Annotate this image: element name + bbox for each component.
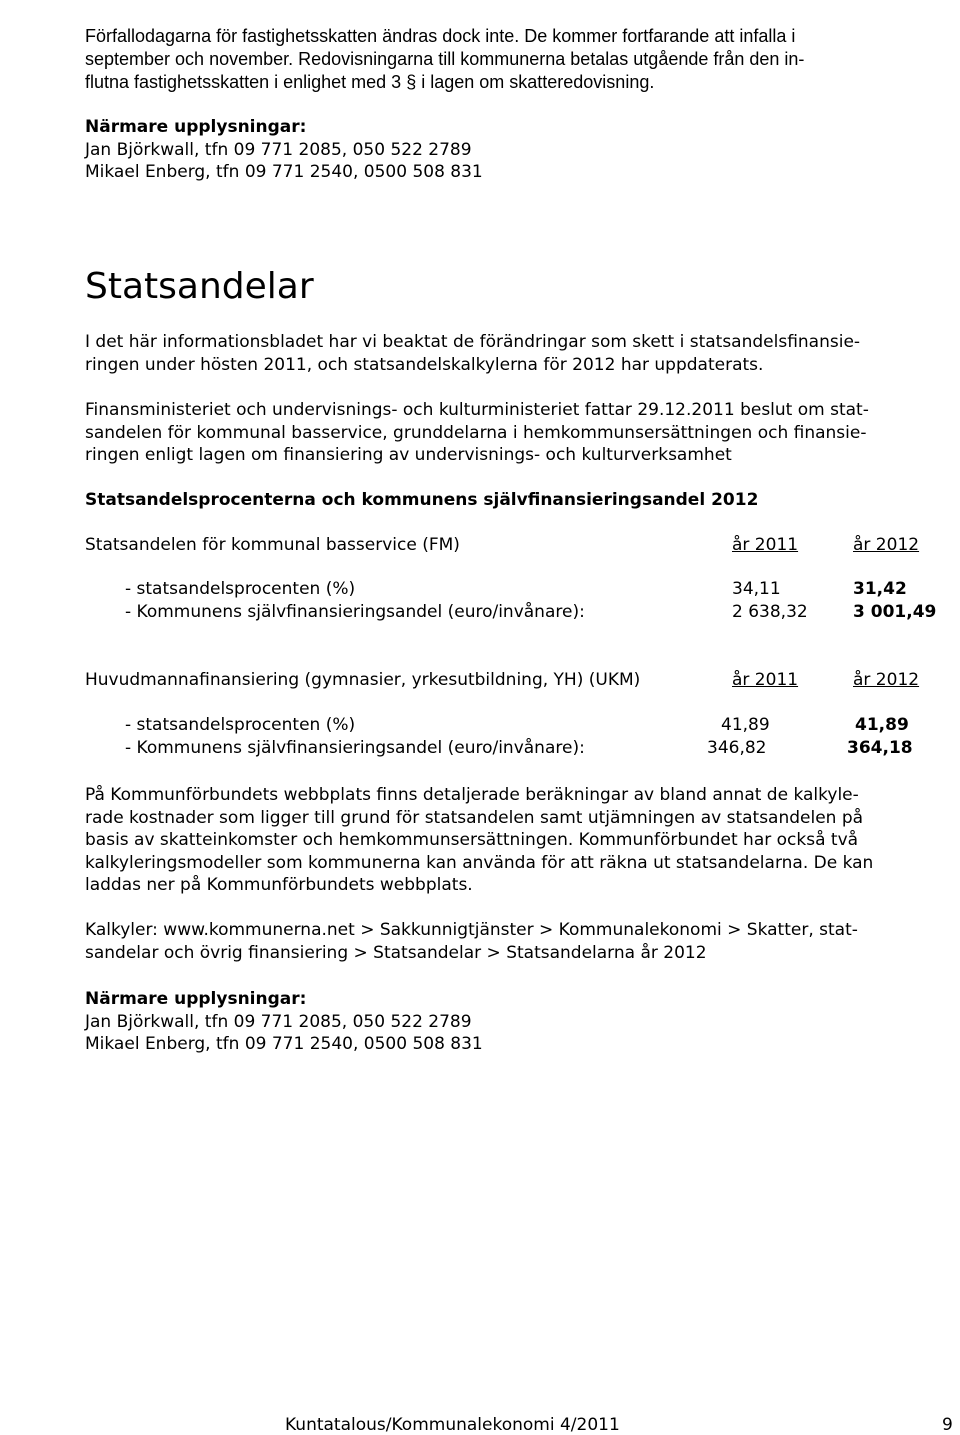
row-label: - statsandelsprocenten (%) xyxy=(125,715,356,735)
paragraph-line: Finansministeriet och undervisnings- och kulturministeriet fattar 29.12.2011 beslut om stat- xyxy=(85,400,869,420)
paragraph-line: ringen enligt lagen om finansiering av undervisnings- och kulturverksamhet xyxy=(85,445,732,465)
value-2011: 41,89 xyxy=(721,715,770,735)
row-label: - Kommunens självfinansieringsandel (euro/invånare): xyxy=(125,602,585,622)
footer-publication: Kuntatalous/Kommunalekonomi 4/2011 xyxy=(285,1415,620,1435)
paragraph-line: På Kommunförbundets webbplats finns detaljerade beräkningar av bland annat de kalkyle- xyxy=(85,785,859,805)
paragraph-line: ringen under hösten 2011, och statsandelskalkylerna för 2012 har uppdaterats. xyxy=(85,354,764,375)
paragraph-line: laddas ner på Kommunförbundets webbplats. xyxy=(85,875,473,895)
page-number: 9 xyxy=(942,1415,953,1435)
intro-line: Förfallodagarna för fastighetsskatten ändras dock inte. De kommer fortfarande att infalla i xyxy=(85,26,796,46)
contact-person: Mikael Enberg, tfn 09 771 2540, 0500 508 831 xyxy=(85,1034,483,1054)
table2-col-2011: år 2011 xyxy=(732,670,799,690)
paragraph-line: kalkyleringsmodeller som kommunerna kan använda för att räkna ut statsandelarna. De kan xyxy=(85,852,874,873)
contact-block xyxy=(85,988,950,1056)
section-title: Statsandelar xyxy=(85,266,314,307)
contact-person: Mikael Enberg, tfn 09 771 2540, 0500 508 831 xyxy=(85,162,483,182)
value-2011: 346,82 xyxy=(707,738,767,758)
table1-title: Statsandelen för kommunal basservice (FM) xyxy=(85,535,460,555)
table2-title: Huvudmannafinansiering (gymnasier, yrkesutbildning, YH) (UKM) xyxy=(85,670,641,690)
subheading: Statsandelsprocenterna och kommunens självfinansieringsandel 2012 xyxy=(85,490,759,510)
paragraph-line: sandelar och övrig finansiering > Statsandelar > Statsandelarna år 2012 xyxy=(85,942,707,963)
contact-heading: Närmare upplysningar: xyxy=(85,117,307,137)
section-paragraph xyxy=(85,399,950,467)
row-label: - Kommunens självfinansieringsandel (euro/invånare): xyxy=(125,738,585,758)
paragraph-line: Kalkyler: www.kommunerna.net > Sakkunnigtjänster > Kommunalekonomi > Skatter, stat- xyxy=(85,920,858,940)
intro-line: september och november. Redovisningarna till kommunerna betalas utgående från den in- xyxy=(85,49,805,69)
value-2012: 3 001,49 xyxy=(853,602,937,622)
table-row xyxy=(85,715,960,737)
intro-line: flutna fastighetsskatten i enlighet med 3 § i lagen om skatteredovisning. xyxy=(85,72,655,92)
table-row xyxy=(85,579,960,601)
table1-col-2012: år 2012 xyxy=(853,535,920,555)
value-2012: 41,89 xyxy=(855,715,909,735)
table1-col-2011: år 2011 xyxy=(732,535,799,555)
value-2011: 2 638,32 xyxy=(732,602,808,622)
paragraph-line: I det här informationsbladet har vi beaktat de förändringar som skett i statsandelsfinansie- xyxy=(85,332,861,352)
paragraph-line: basis av skatteinkomster och hemkommunsersättningen. Kommunförbundet har också två xyxy=(85,830,859,850)
contact-block xyxy=(85,116,950,184)
paragraph-line: sandelen för kommunal basservice, grunddelarna i hemkommunsersättningen och finansie- xyxy=(85,422,867,443)
table-row xyxy=(85,602,960,624)
intro-paragraph xyxy=(85,25,945,94)
contact-person: Jan Björkwall, tfn 09 771 2085, 050 522 2789 xyxy=(85,1011,472,1032)
table-row xyxy=(85,738,960,760)
value-2012: 364,18 xyxy=(847,738,913,758)
table2-header xyxy=(85,670,960,692)
table1-header xyxy=(85,535,960,557)
paragraph-line: rade kostnader som ligger till grund för statsandelen samt utjämningen av statsandelen på xyxy=(85,807,864,828)
row-label: - statsandelsprocenten (%) xyxy=(125,579,356,599)
contact-heading: Närmare upplysningar: xyxy=(85,989,307,1009)
value-2012: 31,42 xyxy=(853,579,907,599)
value-2011: 34,11 xyxy=(732,579,781,599)
table2-col-2012: år 2012 xyxy=(853,670,920,690)
section-paragraph xyxy=(85,331,950,376)
calc-path-paragraph xyxy=(85,919,950,964)
contact-person: Jan Björkwall, tfn 09 771 2085, 050 522 2789 xyxy=(85,139,472,160)
info-paragraph xyxy=(85,784,950,897)
